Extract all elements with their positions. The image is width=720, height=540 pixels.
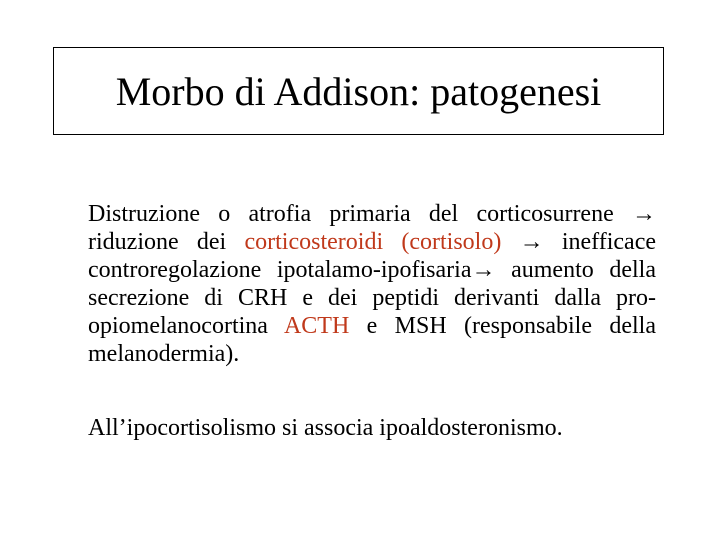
slide-title: Morbo di Addison: patogenesi — [115, 69, 602, 114]
highlight-acth: ACTH — [283, 313, 350, 339]
paragraph-text-2: → inefficace controregolazione ipotalamo-ipofisaria→ aumento della secrezione di CRH e dei peptidi derivanti dalla pro-opiomelanocortina — [88, 229, 657, 339]
paragraph-hypoaldosteronism: All’ipocortisolismo si associa ipoaldosteronismo. — [88, 415, 563, 441]
slide-body — [88, 200, 656, 442]
paragraph-text-3: e MSH (responsabile della melanodermia). — [88, 313, 656, 367]
paragraph-text-1: Distruzione o atrofia primaria del corticosurrene → riduzione dei — [88, 201, 656, 255]
paragraph-pathogenesis — [88, 200, 656, 368]
highlight-corticosteroids: corticosteroidi (cortisolo) — [244, 229, 502, 255]
title-box — [53, 47, 664, 135]
